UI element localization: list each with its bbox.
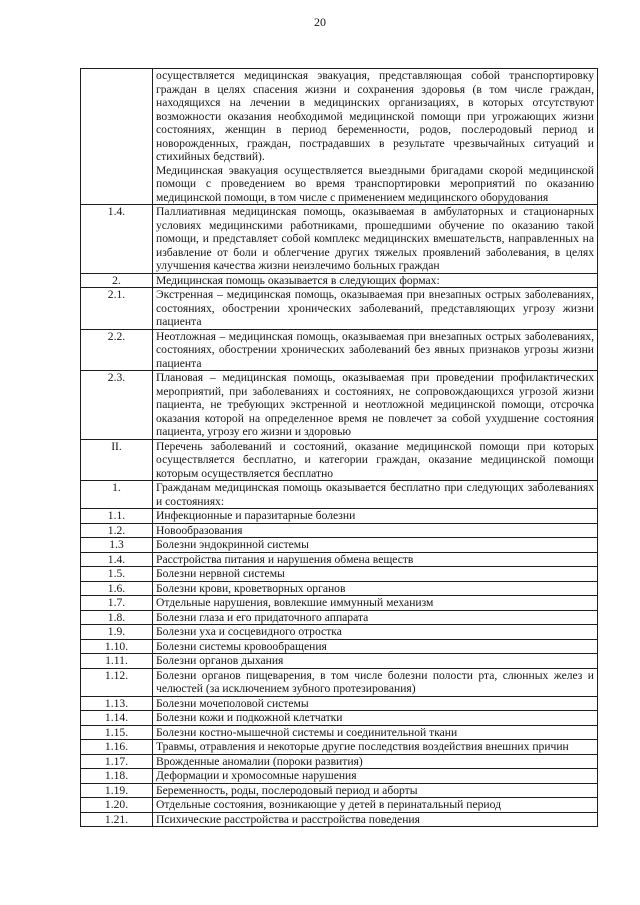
row-paragraph: Болезни эндокринной системы xyxy=(156,538,309,551)
row-text xyxy=(153,481,598,509)
row-paragraph: Медицинская эвакуация осуществляется выездными бригадами скорой медицинской помощи с проведением во время транспортировки мероприятий по оказанию медицинской помощи, в том числе с применением медицинского оборудования xyxy=(156,163,594,204)
row-text xyxy=(153,596,598,611)
table-row xyxy=(81,668,598,696)
row-paragraph: Перечень заболеваний и состояний, оказание медицинской помощи при которых осуществляется бесплатно, и категории граждан, оказание медицинской помощи которым осуществляется бесплатно xyxy=(156,439,594,480)
row-text xyxy=(153,740,598,755)
row-text xyxy=(153,509,598,524)
table-row xyxy=(81,812,598,827)
row-paragraph: Болезни мочеполовой системы xyxy=(156,696,309,710)
row-text xyxy=(153,725,598,740)
row-paragraph: Врожденные аномалии (пороки развития) xyxy=(156,754,363,768)
row-text xyxy=(153,552,598,567)
row-paragraph: Беременность, роды, послеродовый период и аборты xyxy=(156,783,418,797)
table-row xyxy=(81,552,598,567)
row-number: 1. xyxy=(81,481,153,509)
row-text xyxy=(153,625,598,640)
row-number: 1.8. xyxy=(81,610,153,625)
row-number: 1.18. xyxy=(81,769,153,784)
row-number: 1.14. xyxy=(81,711,153,726)
row-text xyxy=(153,581,598,596)
row-number: 1.21. xyxy=(81,812,153,827)
table-row xyxy=(81,769,598,784)
row-paragraph: Травмы, отравления и некоторые другие последствия воздействия внешних причин xyxy=(156,740,569,753)
row-number: 1.12. xyxy=(81,668,153,696)
row-number: 1.9. xyxy=(81,625,153,640)
table-row xyxy=(81,725,598,740)
row-paragraph: Гражданам медицинская помощь оказывается бесплатно при следующих заболеваниях и состояниях: xyxy=(156,481,594,508)
row-number: 1.17. xyxy=(81,754,153,769)
row-paragraph: Неотложная – медицинская помощь, оказываемая при внезапных острых заболеваниях, состояниях, обострении хронических заболеваний без явных признаков угрозы жизни пациента xyxy=(156,329,594,370)
row-paragraph: Расстройства питания и нарушения обмена веществ xyxy=(156,552,414,566)
row-number: 1.2. xyxy=(81,523,153,538)
row-number: 1.6. xyxy=(81,581,153,596)
row-number: 1.13. xyxy=(81,696,153,711)
table-row xyxy=(81,538,598,553)
row-text xyxy=(153,288,598,330)
row-number: II. xyxy=(81,439,153,481)
document-table xyxy=(80,68,598,827)
row-number: 2. xyxy=(81,273,153,288)
table-row xyxy=(81,371,598,440)
row-paragraph: Деформации и хромосомные нарушения xyxy=(156,769,357,782)
row-number: 1.19. xyxy=(81,783,153,798)
row-paragraph: Отдельные состояния, возникающие у детей в перинатальный период xyxy=(156,798,501,811)
row-text xyxy=(153,538,598,553)
table-row xyxy=(81,273,598,288)
row-text xyxy=(153,567,598,582)
row-paragraph: Болезни крови, кроветворных органов xyxy=(156,581,346,595)
table-row xyxy=(81,439,598,481)
row-text xyxy=(153,668,598,696)
table-row xyxy=(81,639,598,654)
table-row xyxy=(81,798,598,813)
row-number: 1.20. xyxy=(81,798,153,813)
row-text xyxy=(153,273,598,288)
table-row xyxy=(81,523,598,538)
row-text xyxy=(153,754,598,769)
table-row xyxy=(81,654,598,669)
row-number: 1.10. xyxy=(81,639,153,654)
table-row xyxy=(81,567,598,582)
row-paragraph: Плановая – медицинская помощь, оказываемая при проведении профилактических мероприятий, при заболеваниях и состояниях, не сопровождающихся угрозой жизни пациента, не требующих экстренной и неотложной медицинской помощи, отсрочка оказания которой на определенное время не повлечет за собой ухудшение состояния пациента, угрозу его жизни и здоровью xyxy=(156,371,594,438)
table-row xyxy=(81,205,598,274)
row-number: 1.4. xyxy=(81,205,153,274)
row-text xyxy=(153,523,598,538)
table-row xyxy=(81,696,598,711)
row-number: 1.15. xyxy=(81,725,153,740)
row-number: 1.7. xyxy=(81,596,153,611)
table-row xyxy=(81,69,598,205)
row-paragraph: Отдельные нарушения, вовлекшие иммунный механизм xyxy=(156,596,434,609)
row-paragraph: осуществляется медицинская эвакуация, представляющая собой транспортировку граждан в целях спасения жизни и сохранения здоровья (в том числе граждан, находящихся на лечении в медицинских организациях, в которых отсутствуют возможности оказания необходимой медицинской помощи при угрожающих жизни состояниях, женщин в период беременности, родов, послеродовый период и новорожденных, граждан, пострадавших в результате чрезвычайных ситуаций и стихийных бедствий). xyxy=(156,69,594,163)
table-row xyxy=(81,754,598,769)
table-row xyxy=(81,783,598,798)
table-row xyxy=(81,711,598,726)
row-text xyxy=(153,654,598,669)
table-row xyxy=(81,596,598,611)
table-row xyxy=(81,329,598,371)
table-row xyxy=(81,625,598,640)
row-text xyxy=(153,639,598,654)
row-number xyxy=(81,69,153,205)
row-paragraph: Психические расстройства и расстройства поведения xyxy=(156,812,420,826)
table-row xyxy=(81,581,598,596)
row-text xyxy=(153,329,598,371)
row-paragraph: Новообразования xyxy=(156,523,243,537)
row-text xyxy=(153,769,598,784)
row-paragraph: Экстренная – медицинская помощь, оказываемая при внезапных острых заболеваниях, состояниях, обострении хронических заболеваний, представляющих угрозу жизни пациента xyxy=(156,288,594,328)
row-number: 1.1. xyxy=(81,509,153,524)
row-number: 2.1. xyxy=(81,288,153,330)
row-number: 1.3 xyxy=(81,538,153,553)
row-paragraph: Болезни кожи и подкожной клетчатки xyxy=(156,711,343,724)
table-row xyxy=(81,509,598,524)
row-paragraph: Инфекционные и паразитарные болезни xyxy=(156,509,356,522)
row-paragraph: Болезни уха и сосцевидного отростка xyxy=(156,625,342,638)
row-paragraph: Паллиативная медицинская помощь, оказываемая в амбулаторных и стационарных условиях медицинскими работниками, прошедшими обучение по оказанию такой помощи, и представляет собой комплекс медицинских вмешательств, направленных на избавление от боли и облегчение других тяжелых проявлений заболевания, в целях улучшения качества жизни неизлечимо больных граждан xyxy=(156,205,594,272)
table-row xyxy=(81,288,598,330)
row-paragraph: Болезни нервной системы xyxy=(156,567,285,580)
row-text xyxy=(153,783,598,798)
table-row xyxy=(81,481,598,509)
row-text xyxy=(153,696,598,711)
page-number: 20 xyxy=(314,15,326,29)
row-paragraph: Болезни системы кровообращения xyxy=(156,639,327,653)
row-text xyxy=(153,371,598,440)
table-row xyxy=(81,610,598,625)
row-paragraph: Болезни глаза и его придаточного аппарата xyxy=(156,610,369,624)
row-number: 1.4. xyxy=(81,552,153,567)
row-number: 1.11. xyxy=(81,654,153,669)
row-number: 2.3. xyxy=(81,371,153,440)
row-paragraph: Болезни органов дыхания xyxy=(156,654,284,667)
row-text xyxy=(153,798,598,813)
row-text xyxy=(153,610,598,625)
row-text xyxy=(153,812,598,827)
table-row xyxy=(81,740,598,755)
row-text xyxy=(153,69,598,205)
row-paragraph: Болезни органов пищеварения, в том числе болезни полости рта, слюнных желез и челюстей (за исключением зубного протезирования) xyxy=(156,668,594,695)
row-number: 2.2. xyxy=(81,329,153,371)
row-paragraph: Болезни костно-мышечной системы и соединительной ткани xyxy=(156,725,458,739)
row-text xyxy=(153,205,598,274)
row-paragraph: Медицинская помощь оказывается в следующих формах: xyxy=(156,273,440,287)
row-text xyxy=(153,711,598,726)
row-number: 1.16. xyxy=(81,740,153,755)
row-text xyxy=(153,439,598,481)
row-number: 1.5. xyxy=(81,567,153,582)
